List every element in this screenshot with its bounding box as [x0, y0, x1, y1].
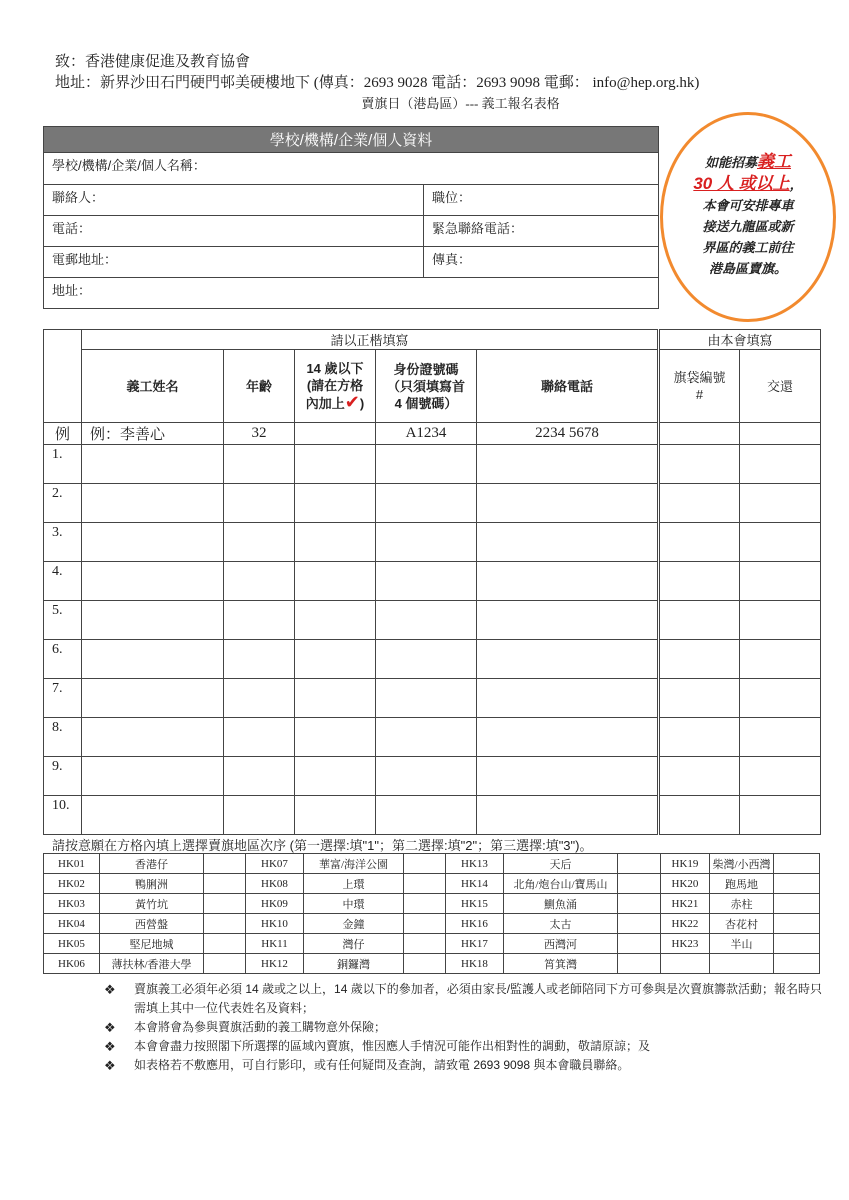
district-instruction: 請按意願在方格內填上選擇賣旗地區次序 (第一選擇:填"1"；第二選擇:填"2"；第三選擇:填"3")。	[52, 838, 593, 853]
row-number: 8.	[44, 718, 82, 757]
phone-cell[interactable]	[477, 523, 659, 562]
district-choice-box[interactable]	[774, 954, 820, 974]
name-cell[interactable]	[82, 601, 224, 640]
office-use-header: 由本會填寫	[659, 330, 821, 350]
phone-cell[interactable]	[477, 562, 659, 601]
district-choice-box[interactable]	[404, 854, 446, 874]
bag-cell	[659, 601, 740, 640]
volunteer-row	[44, 484, 821, 523]
return-cell	[740, 640, 821, 679]
row-number: 5.	[44, 601, 82, 640]
age-cell[interactable]	[224, 562, 295, 601]
col-bag-header: 旗袋編號 #	[659, 350, 740, 423]
volunteer-row	[44, 640, 821, 679]
note-line: 如能招募	[704, 155, 757, 170]
address-field[interactable]: 地址：	[44, 278, 659, 309]
notes-list	[104, 980, 824, 1075]
form-title: 賣旗日（港島區）--- 義工報名表格	[361, 96, 560, 111]
district-row	[44, 854, 820, 874]
district-choice-box[interactable]	[618, 874, 661, 894]
district-name: 上環	[304, 874, 404, 894]
return-cell	[740, 523, 821, 562]
district-choice-box[interactable]	[204, 914, 246, 934]
diamond-bullet-icon: ❖	[104, 1039, 116, 1054]
under14-cell[interactable]	[295, 640, 376, 679]
return-cell	[740, 601, 821, 640]
note-item	[104, 1056, 824, 1075]
row-number: 1.	[44, 445, 82, 484]
note-line: 界區的義工前往	[702, 240, 794, 255]
id-cell[interactable]	[376, 562, 477, 601]
district-name: 北角/炮台山/寶馬山	[504, 874, 618, 894]
district-choice-box[interactable]	[774, 934, 820, 954]
district-name: 筲箕灣	[504, 954, 618, 974]
district-name: 西營盤	[100, 914, 204, 934]
note-item	[104, 1018, 824, 1037]
district-name: 薄扶林/香港大學	[100, 954, 204, 974]
phone-cell[interactable]	[477, 679, 659, 718]
phone-cell[interactable]	[477, 601, 659, 640]
col-name-header: 義工姓名	[82, 350, 224, 423]
col-under14-header: 14 歲以下 (請在方格 內加上✔)	[295, 350, 376, 423]
note-text: 本會將會為參與賣旗活動的義工購物意外保險；	[134, 1020, 387, 1034]
col-phone-header: 聯絡電話	[477, 350, 659, 423]
district-code: HK15	[446, 894, 504, 914]
age-cell[interactable]	[224, 757, 295, 796]
example-id: A1234	[376, 423, 477, 445]
district-row	[44, 954, 820, 974]
district-name: 天后	[504, 854, 618, 874]
district-name: 華富/海洋公園	[304, 854, 404, 874]
district-choice-box[interactable]	[618, 934, 661, 954]
district-code: HK04	[44, 914, 100, 934]
district-choice-box[interactable]	[618, 914, 661, 934]
bag-cell	[659, 796, 740, 835]
name-cell[interactable]	[82, 796, 224, 835]
fill-clearly-header: 請以正楷填寫	[82, 330, 659, 350]
id-cell[interactable]	[376, 757, 477, 796]
under14-cell[interactable]	[295, 562, 376, 601]
district-name: 柴灣/小西灣	[710, 854, 774, 874]
checkmark-icon: ✔	[344, 392, 360, 412]
return-cell	[740, 718, 821, 757]
district-name: 杏花村	[710, 914, 774, 934]
row-number: 2.	[44, 484, 82, 523]
org-name-field[interactable]: 學校/機構/企業/個人名稱：	[44, 153, 659, 185]
district-code: HK03	[44, 894, 100, 914]
district-choice-box[interactable]	[774, 894, 820, 914]
district-code: HK23	[661, 934, 710, 954]
volunteer-row	[44, 601, 821, 640]
district-code: HK19	[661, 854, 710, 874]
district-choice-box[interactable]	[618, 954, 661, 974]
note-item	[104, 980, 824, 1018]
under14-cell[interactable]	[295, 718, 376, 757]
return-cell	[740, 484, 821, 523]
district-code: HK20	[661, 874, 710, 894]
bag-cell	[659, 484, 740, 523]
district-choice-box[interactable]	[404, 914, 446, 934]
under14-cell[interactable]	[295, 679, 376, 718]
return-cell	[740, 796, 821, 835]
district-choice-box[interactable]	[618, 854, 661, 874]
district-code	[661, 954, 710, 974]
row-label-header	[44, 330, 82, 423]
under14-cell[interactable]	[295, 523, 376, 562]
id-cell[interactable]	[376, 640, 477, 679]
district-code: HK14	[446, 874, 504, 894]
district-code: HK08	[246, 874, 304, 894]
bag-cell	[659, 523, 740, 562]
district-choice-box[interactable]	[404, 954, 446, 974]
name-cell[interactable]	[82, 718, 224, 757]
phone-cell[interactable]	[477, 445, 659, 484]
id-cell[interactable]	[376, 601, 477, 640]
example-row	[44, 423, 821, 445]
row-number: 6.	[44, 640, 82, 679]
volunteer-row	[44, 445, 821, 484]
district-name: 半山	[710, 934, 774, 954]
district-name: 鴨脷洲	[100, 874, 204, 894]
info-table	[43, 126, 659, 309]
bag-cell	[659, 445, 740, 484]
example-name: 例：李善心	[82, 423, 224, 445]
note-punct: ，	[789, 177, 803, 192]
district-name: 黃竹坑	[100, 894, 204, 914]
note-line: 接送九龍區或新	[702, 219, 794, 234]
volunteer-row	[44, 679, 821, 718]
age-cell[interactable]	[224, 445, 295, 484]
district-code: HK11	[246, 934, 304, 954]
id-cell[interactable]	[376, 679, 477, 718]
col-return-header: 交還	[740, 350, 821, 423]
example-label: 例	[44, 423, 82, 445]
note-highlight: 30 人 或以上	[693, 174, 790, 193]
name-cell[interactable]	[82, 757, 224, 796]
diamond-bullet-icon: ❖	[104, 1058, 116, 1073]
id-cell[interactable]	[376, 484, 477, 523]
volunteer-row	[44, 796, 821, 835]
age-cell[interactable]	[224, 484, 295, 523]
district-code: HK05	[44, 934, 100, 954]
row-number: 10.	[44, 796, 82, 835]
district-code: HK01	[44, 854, 100, 874]
district-code: HK12	[246, 954, 304, 974]
id-cell[interactable]	[376, 718, 477, 757]
district-name: 香港仔	[100, 854, 204, 874]
district-choice-box[interactable]	[774, 854, 820, 874]
bag-cell	[659, 757, 740, 796]
id-cell[interactable]	[376, 445, 477, 484]
district-code: HK17	[446, 934, 504, 954]
district-choice-box[interactable]	[204, 854, 246, 874]
note-item	[104, 1037, 824, 1056]
volunteer-row	[44, 562, 821, 601]
district-code: HK16	[446, 914, 504, 934]
col-id-header: 身份證號碼 （只須填寫首 4 個號碼）	[376, 350, 477, 423]
district-code: HK07	[246, 854, 304, 874]
return-cell	[740, 562, 821, 601]
fax-field[interactable]: 傳真：	[424, 247, 659, 278]
volunteer-row	[44, 523, 821, 562]
position-field[interactable]: 職位：	[424, 185, 659, 216]
age-cell[interactable]	[224, 640, 295, 679]
name-cell[interactable]	[82, 640, 224, 679]
example-under14	[295, 423, 376, 445]
row-number: 3.	[44, 523, 82, 562]
age-cell[interactable]	[224, 796, 295, 835]
row-number: 9.	[44, 757, 82, 796]
contact-person-field[interactable]: 聯絡人：	[44, 185, 424, 216]
return-cell	[740, 679, 821, 718]
bag-cell	[659, 640, 740, 679]
return-cell	[740, 757, 821, 796]
district-code: HK21	[661, 894, 710, 914]
note-text: 賣旗義工必須年必須 14 歲或之以上，14 歲以下的參加者，必須由家長/監護人或老師陪同下方可參與是次賣旗籌款活動；報名時只需填上其中一位代表姓名及資料；	[134, 982, 823, 1015]
district-choice-box[interactable]	[204, 874, 246, 894]
coach-service-note	[660, 112, 836, 322]
district-name: 太古	[504, 914, 618, 934]
phone-cell[interactable]	[477, 640, 659, 679]
district-name: 中環	[304, 894, 404, 914]
district-code: HK02	[44, 874, 100, 894]
example-age: 32	[224, 423, 295, 445]
district-name: 灣仔	[304, 934, 404, 954]
note-text: 如表格若不敷應用，可自行影印，或有任何疑問及查詢，請致電 2693 9098 與本會職員聯絡。	[134, 1058, 630, 1072]
note-line: 港島區賣旗。	[708, 261, 787, 276]
row-number: 7.	[44, 679, 82, 718]
id-cell[interactable]	[376, 796, 477, 835]
age-cell[interactable]	[224, 523, 295, 562]
phone-field[interactable]: 電話：	[44, 216, 424, 247]
address-line: 地址：新界沙田石門硬門邨美硬樓地下 (傳真：2693 9028 電話：2693 9098 電郵： info@hep.org.hk)	[55, 75, 700, 91]
id-cell[interactable]	[376, 523, 477, 562]
district-choice-box[interactable]	[204, 954, 246, 974]
row-number: 4.	[44, 562, 82, 601]
district-code: HK13	[446, 854, 504, 874]
name-cell[interactable]	[82, 484, 224, 523]
phone-cell[interactable]	[477, 796, 659, 835]
district-name: 金鐘	[304, 914, 404, 934]
age-cell[interactable]	[224, 718, 295, 757]
district-choice-box[interactable]	[404, 934, 446, 954]
district-choice-box[interactable]	[204, 894, 246, 914]
under14-cell[interactable]	[295, 445, 376, 484]
note-highlight: 義工	[757, 152, 791, 171]
diamond-bullet-icon: ❖	[104, 982, 116, 997]
note-line: 本會可安排專車	[702, 198, 794, 213]
under14-cell[interactable]	[295, 757, 376, 796]
name-cell[interactable]	[82, 445, 224, 484]
district-choice-box[interactable]	[774, 874, 820, 894]
name-cell[interactable]	[82, 562, 224, 601]
district-code: HK22	[661, 914, 710, 934]
phone-cell[interactable]	[477, 484, 659, 523]
district-code: HK06	[44, 954, 100, 974]
district-name: 銅鑼灣	[304, 954, 404, 974]
under14-cell[interactable]	[295, 601, 376, 640]
phone-cell[interactable]	[477, 757, 659, 796]
info-section-title: 學校/機構/企業/個人資料	[44, 127, 659, 153]
district-name: 西灣河	[504, 934, 618, 954]
age-cell[interactable]	[224, 679, 295, 718]
example-phone: 2234 5678	[477, 423, 659, 445]
district-row	[44, 934, 820, 954]
phone-cell[interactable]	[477, 718, 659, 757]
volunteer-row	[44, 718, 821, 757]
district-name: 赤柱	[710, 894, 774, 914]
district-table	[43, 853, 820, 974]
volunteer-table	[43, 329, 821, 835]
district-choice-box[interactable]	[618, 894, 661, 914]
district-choice-box[interactable]	[774, 914, 820, 934]
district-code: HK10	[246, 914, 304, 934]
name-cell[interactable]	[82, 523, 224, 562]
age-cell[interactable]	[224, 601, 295, 640]
col-age-header: 年齡	[224, 350, 295, 423]
district-row	[44, 874, 820, 894]
bag-cell	[659, 562, 740, 601]
volunteer-row	[44, 757, 821, 796]
district-code: HK18	[446, 954, 504, 974]
note-text: 本會會盡力按照閣下所選擇的區域內賣旗，惟因應人手情況可能作出相對性的調動，敬請原諒；及	[134, 1039, 651, 1053]
example-bag	[659, 423, 740, 445]
diamond-bullet-icon: ❖	[104, 1020, 116, 1035]
bag-cell	[659, 718, 740, 757]
district-name: 跑馬地	[710, 874, 774, 894]
district-row	[44, 894, 820, 914]
district-name: 堅尼地城	[100, 934, 204, 954]
district-choice-box[interactable]	[404, 894, 446, 914]
district-name: 鰂魚涌	[504, 894, 618, 914]
email-field[interactable]: 電郵地址：	[44, 247, 424, 278]
under14-cell[interactable]	[295, 796, 376, 835]
emergency-phone-field[interactable]: 緊急聯絡電話：	[424, 216, 659, 247]
return-cell	[740, 445, 821, 484]
district-name	[710, 954, 774, 974]
district-choice-box[interactable]	[404, 874, 446, 894]
district-row	[44, 914, 820, 934]
district-code: HK09	[246, 894, 304, 914]
example-return	[740, 423, 821, 445]
bag-cell	[659, 679, 740, 718]
district-choice-box[interactable]	[204, 934, 246, 954]
name-cell[interactable]	[82, 679, 224, 718]
under14-cell[interactable]	[295, 484, 376, 523]
recipient-line: 致：香港健康促進及教育協會	[55, 54, 251, 70]
